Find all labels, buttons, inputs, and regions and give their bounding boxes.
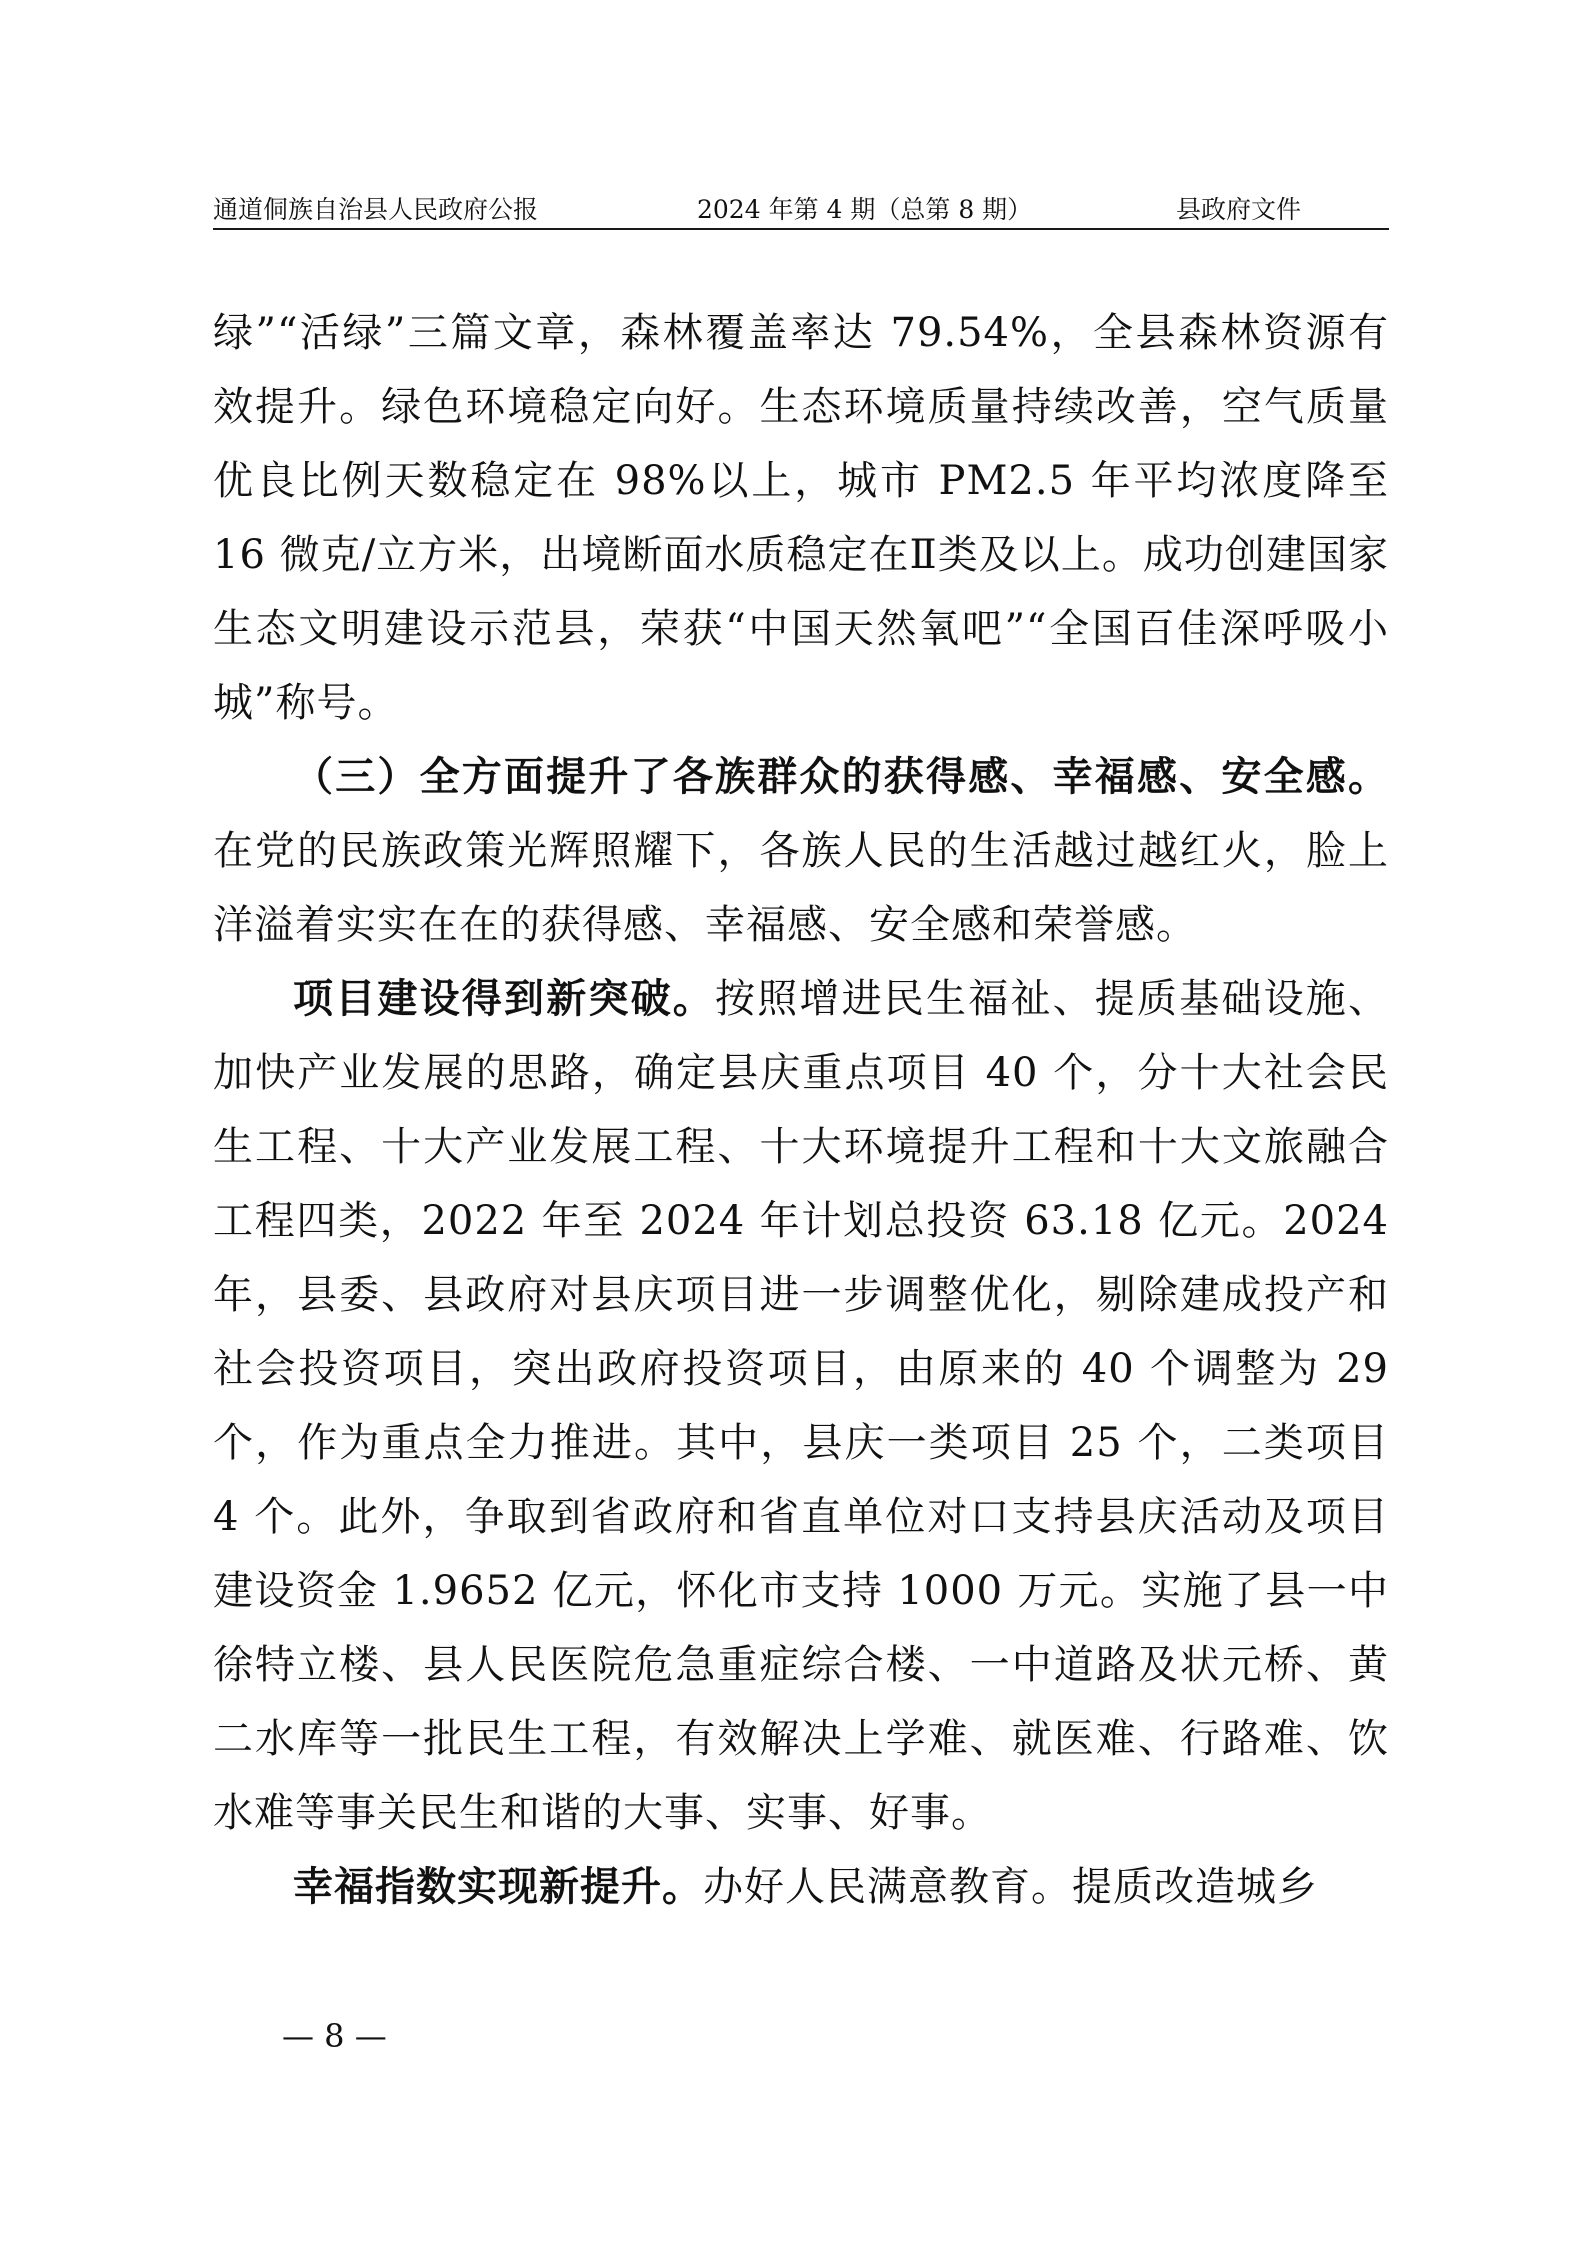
running-header	[213, 196, 1389, 230]
section-heading: （三）全方面提升了各族群众的获得感、幸福感、安全感。	[293, 753, 1389, 800]
document-body	[213, 296, 1389, 1924]
paragraph-text: 绿”“活绿”三篇文章，森林覆盖率达 79.54%，全县森林资源有效提升。绿色环境稳定向好。生态环境质量持续改善，空气质量优良比例天数稳定在 98%以上，城市 PM2.5 年平均浓度降至 16 微克/立方米，出境断面水质稳定在Ⅱ类及以上。成功创建国家生态文明建设示范县，荣获“中国天然氧吧”“全国百佳深呼吸小城”称号。	[213, 310, 1389, 726]
paragraph-text: 在党的民族政策光辉照耀下，各族人民的生活越过越红火，脸上洋溢着实实在在的获得感、幸福感、安全感和荣誉感。	[213, 828, 1389, 948]
paragraph-ecology	[213, 296, 1389, 740]
paragraph-section-three	[213, 740, 1389, 962]
page-number: — 8 —	[282, 2017, 387, 2055]
paragraph-project-construction	[213, 962, 1389, 1850]
paragraph-happiness-index	[213, 1850, 1389, 1924]
header-section-name: 县政府文件	[1175, 195, 1301, 224]
paragraph-lead-heading: 项目建设得到新突破。	[293, 975, 715, 1022]
paragraph-text: 按照增进民生福祉、提质基础设施、加快产业发展的思路，确定县庆重点项目 40 个，分十大社会民生工程、十大产业发展工程、十大环境提升工程和十大文旅融合工程四类，2022 年至 2024 年计划总投资 63.18 亿元。2024 年，县委、县政府对县庆项目进一步调整优化，剔除建成投产和社会投资项目，突出政府投资项目，由原来的 40 个调整为 29 个，作为重点全力推进。其中，县庆一类项目 25 个，二类项目 4 个。此外，争取到省政府和省直单位对口支持县庆活动及项目建设资金 1.9652 亿元，怀化市支持 1000 万元。实施了县一中徐特立楼、县人民医院危急重症综合楼、一中道路及状元桥、黄二水库等一批民生工程，有效解决上学难、就医难、行路难、饮水难等事关民生和谐的大事、实事、好事。	[213, 976, 1389, 1836]
paragraph-text: 办好人民满意教育。提质改造城乡	[703, 1864, 1318, 1910]
header-issue-number: 2024 年第 4 期（总第 8 期）	[697, 195, 1033, 224]
paragraph-lead-heading: 幸福指数实现新提升。	[293, 1863, 703, 1910]
header-publication-title: 通道侗族自治县人民政府公报	[213, 195, 539, 224]
